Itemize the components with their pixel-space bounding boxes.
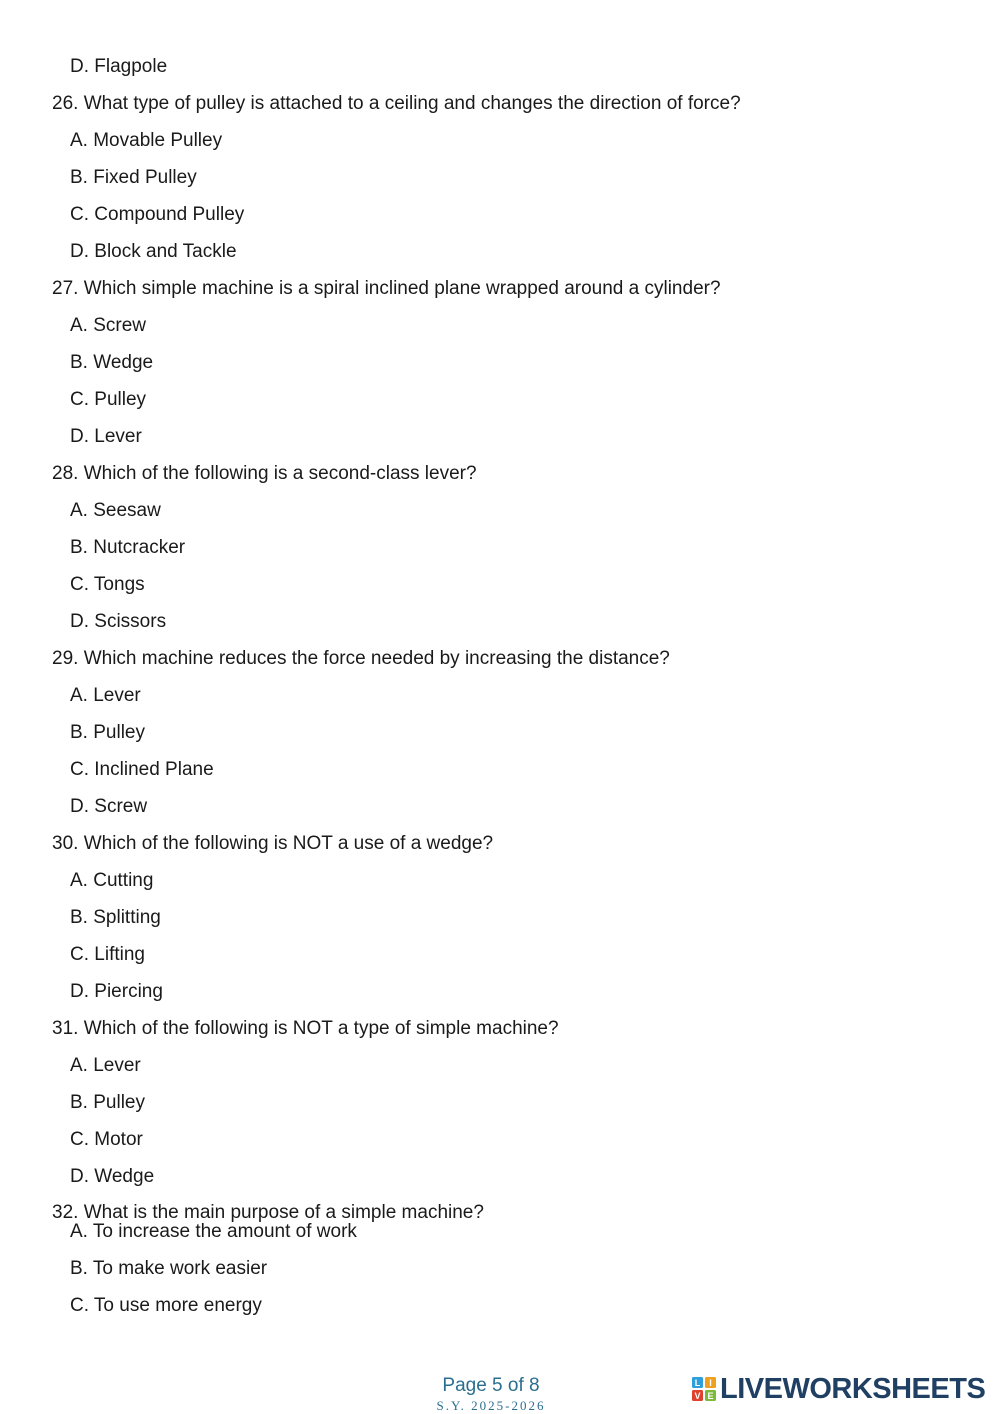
option-32-a[interactable]: A. To increase the amount of work xyxy=(70,1221,357,1242)
option-28-d[interactable]: D. Scissors xyxy=(70,611,167,632)
option-25-d: D. Flagpole xyxy=(70,56,168,77)
option-26-b[interactable]: B. Fixed Pulley xyxy=(70,167,197,188)
option-26-c[interactable]: C. Compound Pulley xyxy=(70,204,245,225)
option-32-c[interactable]: C. To use more energy xyxy=(70,1295,262,1316)
logo-letter-i: I xyxy=(709,1378,712,1388)
option-31-a[interactable]: A. Lever xyxy=(70,1055,141,1076)
option-31-b[interactable]: B. Pulley xyxy=(70,1092,145,1113)
option-29-d[interactable]: D. Screw xyxy=(70,796,148,817)
option-27-b[interactable]: B. Wedge xyxy=(70,352,154,373)
option-29-c[interactable]: C. Inclined Plane xyxy=(70,759,214,780)
option-29-a[interactable]: A. Lever xyxy=(70,685,141,706)
option-28-b[interactable]: B. Nutcracker xyxy=(70,537,186,558)
option-26-d[interactable]: D. Block and Tackle xyxy=(70,241,237,262)
liveworksheets-brand[interactable] xyxy=(692,1373,985,1405)
question-31: 31. Which of the following is NOT a type of simple machine? xyxy=(52,1018,559,1039)
option-31-d[interactable]: D. Wedge xyxy=(70,1166,155,1187)
school-year: S.Y. 2025-2026 xyxy=(436,1398,546,1413)
question-32: 32. What is the main purpose of a simple machine? xyxy=(52,1202,484,1223)
page-number: Page 5 of 8 xyxy=(442,1375,540,1396)
option-27-d[interactable]: D. Lever xyxy=(70,426,142,447)
question-28: 28. Which of the following is a second-class lever? xyxy=(52,463,477,484)
option-30-b[interactable]: B. Splitting xyxy=(70,907,161,928)
question-27: 27. Which simple machine is a spiral inclined plane wrapped around a cylinder? xyxy=(52,278,721,299)
option-28-a[interactable]: A. Seesaw xyxy=(70,500,161,521)
option-32-b[interactable]: B. To make work easier xyxy=(70,1258,268,1279)
option-30-a[interactable]: A. Cutting xyxy=(70,870,154,891)
option-26-a[interactable]: A. Movable Pulley xyxy=(70,130,223,151)
option-30-d[interactable]: D. Piercing xyxy=(70,981,163,1002)
option-27-a[interactable]: A. Screw xyxy=(70,315,147,336)
option-27-c[interactable]: C. Pulley xyxy=(70,389,147,410)
option-30-c[interactable]: C. Lifting xyxy=(70,944,145,965)
brand-name: LIVEWORKSHEETS xyxy=(720,1372,986,1405)
logo-letter-e: E xyxy=(707,1391,714,1401)
question-29: 29. Which machine reduces the force needed by increasing the distance? xyxy=(52,648,670,669)
question-30: 30. Which of the following is NOT a use of a wedge? xyxy=(52,833,494,854)
option-28-c[interactable]: C. Tongs xyxy=(70,574,145,595)
logo-letter-l: L xyxy=(694,1378,701,1388)
option-31-c[interactable]: C. Motor xyxy=(70,1129,143,1150)
logo-letter-v: V xyxy=(694,1391,701,1401)
question-26: 26. What type of pulley is attached to a ceiling and changes the direction of force? xyxy=(52,93,741,114)
liveworksheets-logo-icon xyxy=(692,1377,716,1401)
option-29-b[interactable]: B. Pulley xyxy=(70,722,145,743)
